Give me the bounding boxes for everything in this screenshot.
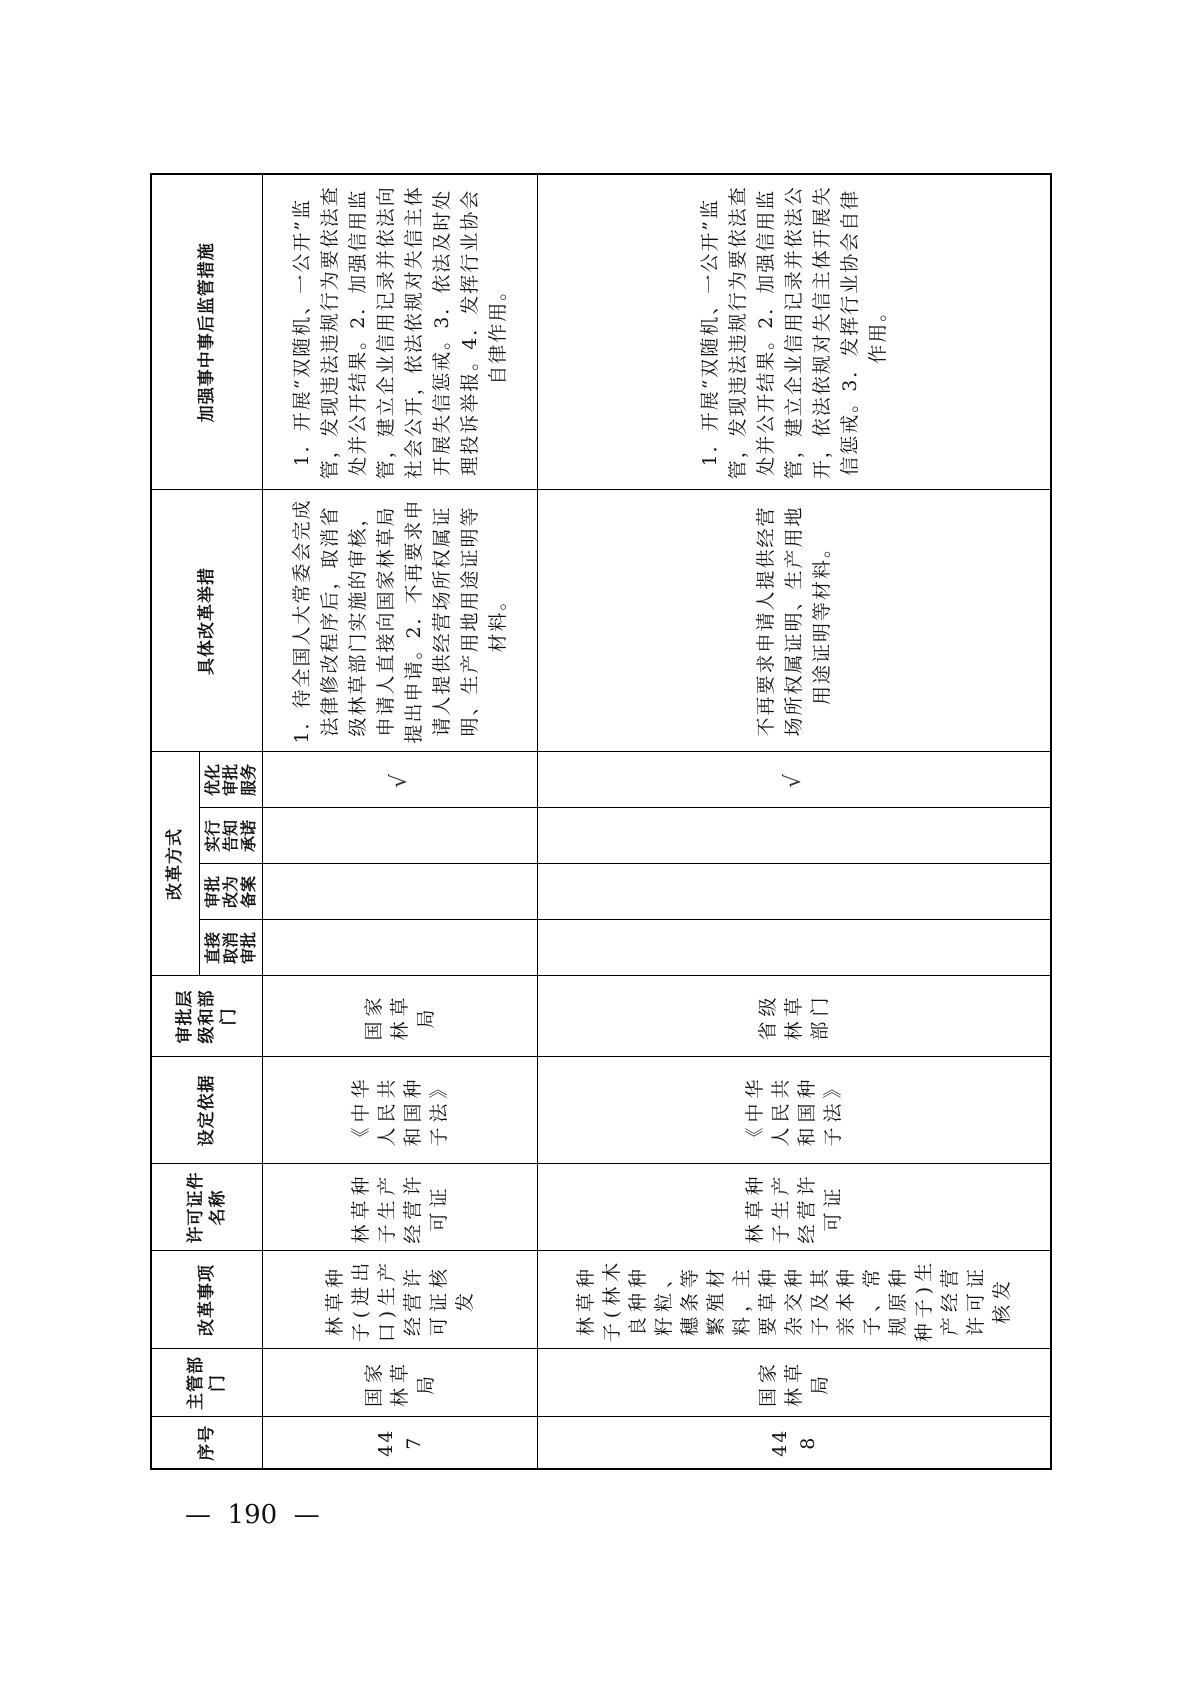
cell-item: 林草种子(林木良种种籽粒、穗条等繁殖材料，主要草种杂交种子及其亲本种子、常规原种种子)生产经营许可证核发 bbox=[537, 1251, 1051, 1349]
cell-method-record bbox=[537, 864, 1051, 920]
cell-level: 省级林草部门 bbox=[537, 976, 1051, 1057]
reform-table bbox=[150, 173, 1052, 1470]
cell-method-record bbox=[262, 864, 537, 920]
cell-supervision: 1．开展“双随机、一公开”监管，发现违法违规行为要依法查处并公开结果。2．加强信用监管，建立企业信用记录并依法向社会公开，依法依规对失信主体开展失信惩戒。3．依法及时处理投诉举报。4．发挥行业协会自律作用。 bbox=[262, 174, 537, 490]
cell-seq: 448 bbox=[537, 1417, 1051, 1469]
header-methods: 改革方式 bbox=[151, 752, 199, 976]
cell-item: 林草种子(进出口)生产经营许可证核发 bbox=[262, 1251, 537, 1349]
header-level: 审批层级和部门 bbox=[151, 976, 262, 1057]
header-item: 改革事项 bbox=[151, 1251, 262, 1349]
cell-license: 林草种子生产经营许可证 bbox=[537, 1164, 1051, 1251]
header-license: 许可证件名称 bbox=[151, 1164, 262, 1251]
header-row bbox=[151, 174, 199, 1469]
cell-measures: 不再要求申请人提供经营场所权属证明、生产用地用途证明等材料。 bbox=[537, 490, 1051, 752]
cell-basis: 《中华人民共和国种子法》 bbox=[262, 1057, 537, 1164]
cell-method-cancel bbox=[262, 920, 537, 976]
header-method-notify: 实行告知承诺 bbox=[199, 808, 262, 864]
header-measures: 具体改革举措 bbox=[151, 490, 262, 752]
header-seq: 序号 bbox=[151, 1417, 262, 1469]
header-basis: 设定依据 bbox=[151, 1057, 262, 1164]
table-row bbox=[262, 174, 537, 1469]
cell-dept: 国家林草局 bbox=[262, 1349, 537, 1417]
page-number: — 190 — bbox=[185, 1500, 320, 1530]
check-mark: √ bbox=[262, 752, 537, 808]
cell-dept: 国家林草局 bbox=[537, 1349, 1051, 1417]
header-method-record: 审批改为备案 bbox=[199, 864, 262, 920]
cell-level: 国家林草局 bbox=[262, 976, 537, 1057]
cell-basis: 《中华人民共和国种子法》 bbox=[537, 1057, 1051, 1164]
cell-method-notify bbox=[537, 808, 1051, 864]
cell-method-notify bbox=[262, 808, 537, 864]
cell-license: 林草种子生产经营许可证 bbox=[262, 1164, 537, 1251]
cell-measures: 1．待全国人大常委会完成法律修改程序后，取消省级林草部门实施的审核，申请人直接向国家林草局提出申请。2．不再要求申请人提供经营场所权属证明、生产用地用途证明等材料。 bbox=[262, 490, 537, 752]
check-mark: √ bbox=[537, 752, 1051, 808]
header-method-cancel: 直接取消审批 bbox=[199, 920, 262, 976]
rotated-table-wrapper bbox=[150, 185, 1039, 1470]
table-row bbox=[537, 174, 1051, 1469]
cell-supervision: 1．开展“双随机、一公开”监管，发现违法违规行为要依法查处并公开结果。2．加强信用监管，建立企业信用记录并依法公开，依法依规对失信主体开展失信惩戒。3．发挥行业协会自律作用。 bbox=[537, 174, 1051, 490]
header-dept: 主管部门 bbox=[151, 1349, 262, 1417]
header-supervision: 加强事中事后监管措施 bbox=[151, 174, 262, 490]
header-method-optimize: 优化审批服务 bbox=[199, 752, 262, 808]
cell-seq: 447 bbox=[262, 1417, 537, 1469]
cell-method-cancel bbox=[537, 920, 1051, 976]
